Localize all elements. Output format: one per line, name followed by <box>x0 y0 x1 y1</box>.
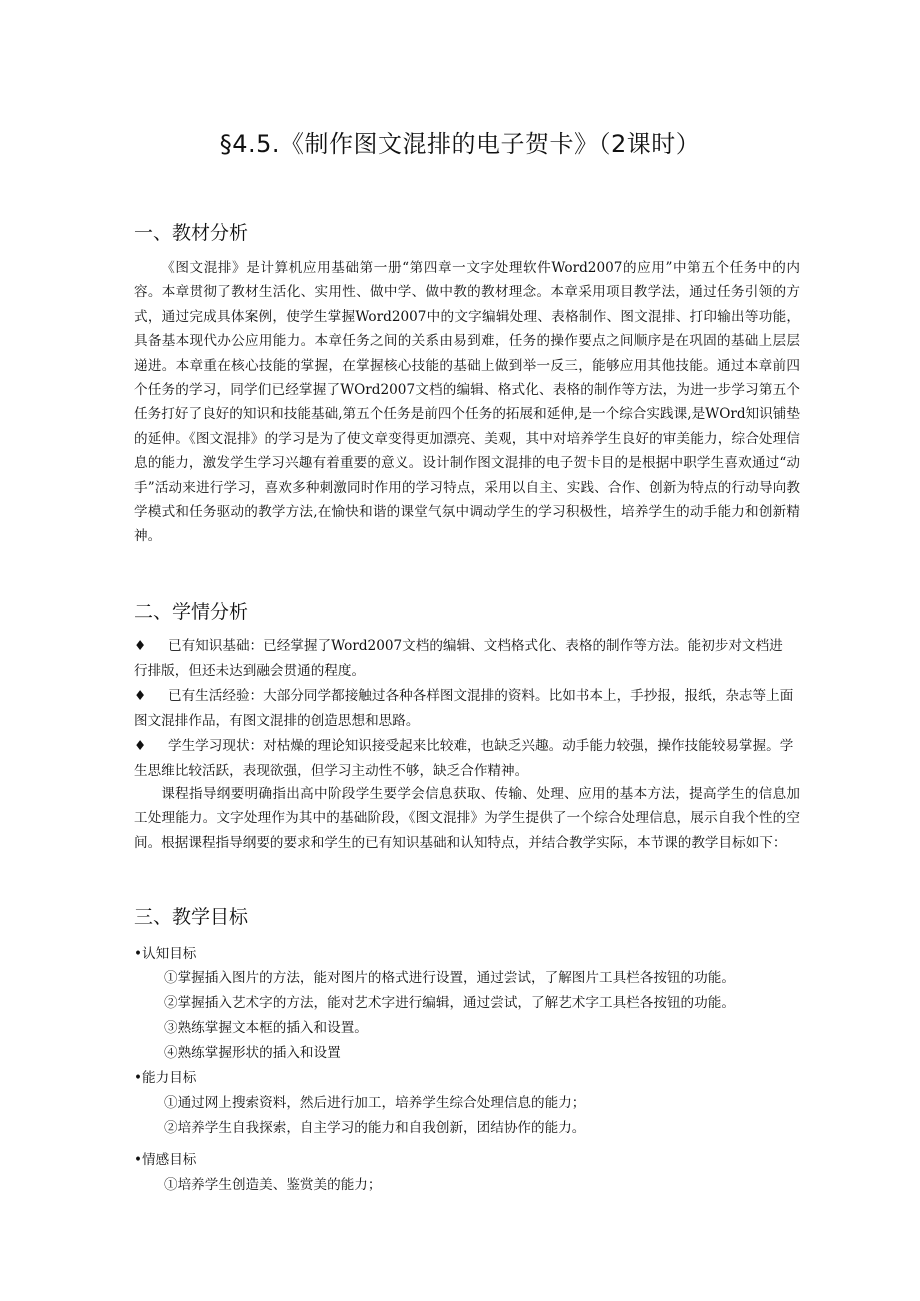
goal-item: ①掌握插入图片的方法，能对图片的格式进行设置，通过尝试，了解图片工具栏各按钮的功能。 <box>164 970 735 986</box>
goal-group-ability: •能力目标 <box>134 1070 197 1086</box>
goal-item: ③熟练掌握文本框的插入和设置。 <box>164 1020 368 1036</box>
diamond-bullet-icon: ♦ <box>134 638 147 654</box>
section-heading-teaching-goals: 三、教学目标 <box>134 906 249 928</box>
learner-bullet-status <box>134 734 794 784</box>
goal-item: ②培养学生自我探索，自主学习的能力和自我创新，团结协作的能力。 <box>164 1120 586 1136</box>
bullet-text: 已有知识基础：已经掌握了Word2007文档的编辑、文档格式化、表格的制作等方法。能初步对文档进行排版，但还未达到融会贯通的程度。 <box>134 638 783 679</box>
goal-group-cognitive: •认知目标 <box>134 946 197 962</box>
goal-item: ②掌握插入艺术字的方法，能对艺术字进行编辑，通过尝试，了解艺术字工具栏各按钮的功能。 <box>164 995 735 1011</box>
document-title: §4.5.《制作图文混排的电子贺卡》（2课时） <box>219 130 701 158</box>
section-heading-textbook-analysis: 一、教材分析 <box>134 222 249 244</box>
diamond-bullet-icon: ♦ <box>134 688 147 704</box>
textbook-analysis-paragraph: 《图文混排》是计算机应用基础第一册“第四章一文字处理软件Word2007的应用”中第五个任务中的内容。本章贯彻了教材生活化、实用性、做中学、做中教的教材理念。本章采用项目教学法，通过任务引领的方式，通过完成具体案例，使学生掌握Word2007中的文字编辑处理、表格制作、图文混排、打印输出等功能，具备基本现代办公应用能力。本章任务之间的关系由易到难，任务的操作要点之间顺序是在巩固的基础上层层递进。本章重在核心技能的掌握，在掌握核心技能的基础上做到举一反三，能够应用其他技能。通过本章前四个任务的学习，同学们已经掌握了WOrd2007文档的编辑、格式化、表格的制作等方法，为进一步学习第五个任务打好了良好的知识和技能基础,第五个任务是前四个任务的拓展和延伸,是一个综合实践课,是WOrd知识铺垫的延伸。《图文混排》的学习是为了使文章变得更加漂亮、美观，其中对培养学生良好的审美能力，综合处理信息的能力，激发学生学习兴趣有着重要的意义。设计制作图文混排的电子贺卡目的是根据中职学生喜欢通过“动手”活动来进行学习，喜欢多种刺激同时作用的学习特点，采用以自主、实践、合作、创新为特点的行动导向教学模式和任务驱动的教学方法,在愉快和谐的课堂气氛中调动学生的学习积极性，培养学生的动手能力和创新精神。 <box>134 260 800 545</box>
bullet-text: 已有生活经验：大部分同学都接触过各种各样图文混排的资料。比如书本上，手抄报，报纸，杂志等上面图文混排作品，有图文混排的创造思想和思路。 <box>134 688 794 729</box>
goal-item: ①培养学生创造美、鉴赏美的能力； <box>164 1177 382 1193</box>
goal-group-emotional: •情感目标 <box>134 1152 197 1168</box>
goal-item: ④熟练掌握形状的插入和设置 <box>164 1045 341 1061</box>
bullet-text: 学生学习现状：对枯燥的理论知识接受起来比较难，也缺乏兴趣。动手能力较强，操作技能较易掌握。学生思维比较活跃，表现欲强，但学习主动性不够，缺乏合作精神。 <box>134 738 794 779</box>
curriculum-guideline-paragraph: 课程指导纲要明确指出高中阶段学生要学会信息获取、传输、处理、应用的基本方法，提高学生的信息加工处理能力。文字处理作为其中的基础阶段，《图文混排》为学生提供了一个综合处理信息，展示自我个性的空间。根据课程指导纲要的要求和学生的已有知识基础和认知特点，并结合教学实际，本节课的教学目标如下： <box>134 786 800 851</box>
goal-item: ①通过网上搜索资料，然后进行加工，培养学生综合处理信息的能力； <box>164 1095 586 1111</box>
diamond-bullet-icon: ♦ <box>134 738 147 754</box>
learner-bullet-knowledge <box>134 634 794 684</box>
learner-bullet-experience <box>134 684 794 734</box>
section-heading-learner-analysis: 二、学情分析 <box>134 601 249 623</box>
